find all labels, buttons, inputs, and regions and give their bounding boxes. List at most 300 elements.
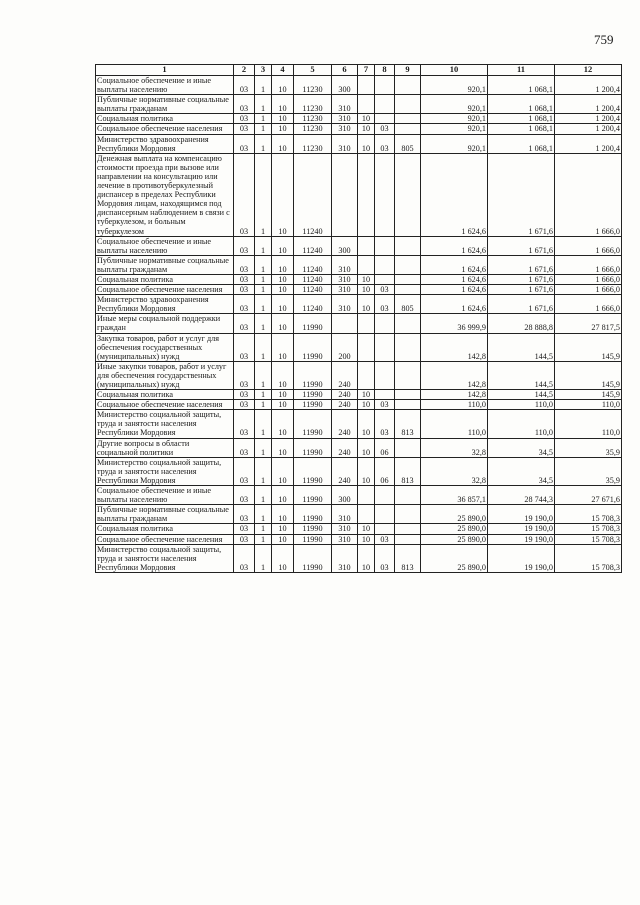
amount-year-1: 36 857,1: [421, 486, 488, 505]
row-name: Министерство здравоохранения Республики Мордовия: [96, 295, 234, 314]
code-subprogram: 10: [272, 314, 294, 333]
column-header: 9: [395, 65, 421, 76]
column-header: 1: [96, 65, 234, 76]
row-name: Закупка товаров, работ и услуг для обеспечения государственных (муниципальных) нужд: [96, 333, 234, 361]
code-subsection: [375, 486, 395, 505]
row-name: Социальная политика: [96, 390, 234, 400]
code-department: [395, 333, 421, 361]
code-program: 1: [255, 124, 272, 134]
code-target: 11990: [294, 410, 332, 438]
code-ministry: 03: [234, 410, 255, 438]
amount-year-1: 1 624,6: [421, 295, 488, 314]
amount-year-2: 1 671,6: [488, 285, 555, 295]
code-section: 10: [358, 544, 375, 572]
column-header: 6: [332, 65, 358, 76]
code-expense-type: 240: [332, 390, 358, 400]
amount-year-1: 110,0: [421, 400, 488, 410]
code-subprogram: 10: [272, 505, 294, 524]
code-department: [395, 314, 421, 333]
row-name: Социальное обеспечение и иные выплаты населению: [96, 76, 234, 95]
amount-year-3: 35,9: [555, 457, 622, 485]
code-program: 1: [255, 274, 272, 284]
code-subprogram: 10: [272, 333, 294, 361]
code-target: 11230: [294, 114, 332, 124]
amount-year-1: 1 624,6: [421, 274, 488, 284]
code-section: [358, 314, 375, 333]
amount-year-2: 1 068,1: [488, 76, 555, 95]
code-program: 1: [255, 76, 272, 95]
code-expense-type: 310: [332, 524, 358, 534]
code-subsection: 03: [375, 534, 395, 544]
code-expense-type: 240: [332, 410, 358, 438]
code-expense-type: 300: [332, 76, 358, 95]
code-ministry: 03: [234, 333, 255, 361]
code-section: 10: [358, 438, 375, 457]
code-section: 10: [358, 285, 375, 295]
code-subprogram: 10: [272, 400, 294, 410]
amount-year-3: 145,9: [555, 390, 622, 400]
code-subprogram: 10: [272, 524, 294, 534]
table-row: [96, 524, 622, 534]
amount-year-3: 1 666,0: [555, 274, 622, 284]
amount-year-2: 110,0: [488, 400, 555, 410]
amount-year-2: 34,5: [488, 438, 555, 457]
code-subsection: [375, 236, 395, 255]
amount-year-3: 1 200,4: [555, 134, 622, 153]
code-expense-type: 240: [332, 361, 358, 389]
code-program: 1: [255, 410, 272, 438]
code-program: 1: [255, 295, 272, 314]
code-ministry: 03: [234, 400, 255, 410]
amount-year-1: 142,8: [421, 333, 488, 361]
row-name: Социальное обеспечение населения: [96, 285, 234, 295]
code-program: 1: [255, 314, 272, 333]
amount-year-3: 27 817,5: [555, 314, 622, 333]
row-name: Денежная выплата на компенсацию стоимости проезда при вызове или направлении на консультацию или лечение в противотуберкулезный диспансер в пределах Республики Мордовия лицам, находящимся под диспансерным наблюдением в связи с туберкулезом, и больным туберкулезом: [96, 153, 234, 236]
code-section: 10: [358, 274, 375, 284]
code-section: [358, 486, 375, 505]
code-target: 11230: [294, 134, 332, 153]
table-row: [96, 274, 622, 284]
amount-year-2: 1 671,6: [488, 295, 555, 314]
amount-year-2: 1 068,1: [488, 134, 555, 153]
code-section: 10: [358, 134, 375, 153]
code-program: 1: [255, 333, 272, 361]
code-subprogram: 10: [272, 390, 294, 400]
code-expense-type: 240: [332, 438, 358, 457]
code-program: 1: [255, 400, 272, 410]
amount-year-2: 1 671,6: [488, 255, 555, 274]
amount-year-1: 36 999,9: [421, 314, 488, 333]
code-department: 805: [395, 295, 421, 314]
code-expense-type: 240: [332, 400, 358, 410]
code-target: 11240: [294, 153, 332, 236]
code-subprogram: 10: [272, 285, 294, 295]
code-department: [395, 285, 421, 295]
table-row: [96, 486, 622, 505]
code-section: 10: [358, 400, 375, 410]
code-target: 11240: [294, 285, 332, 295]
code-subsection: 06: [375, 438, 395, 457]
code-target: 11240: [294, 255, 332, 274]
code-expense-type: 200: [332, 333, 358, 361]
code-target: 11990: [294, 457, 332, 485]
table-row: [96, 410, 622, 438]
table-row: [96, 314, 622, 333]
code-department: [395, 274, 421, 284]
amount-year-1: 32,8: [421, 457, 488, 485]
amount-year-2: 19 190,0: [488, 505, 555, 524]
code-ministry: 03: [234, 134, 255, 153]
code-section: [358, 76, 375, 95]
code-expense-type: 310: [332, 134, 358, 153]
code-ministry: 03: [234, 438, 255, 457]
amount-year-3: 1 666,0: [555, 295, 622, 314]
code-subsection: [375, 314, 395, 333]
code-section: [358, 95, 375, 114]
code-program: 1: [255, 153, 272, 236]
code-target: 11990: [294, 438, 332, 457]
code-subprogram: 10: [272, 124, 294, 134]
amount-year-3: 110,0: [555, 410, 622, 438]
code-expense-type: 310: [332, 544, 358, 572]
code-department: [395, 400, 421, 410]
row-name: Публичные нормативные социальные выплаты гражданам: [96, 505, 234, 524]
table-row: [96, 457, 622, 485]
column-header: 2: [234, 65, 255, 76]
code-subprogram: 10: [272, 457, 294, 485]
code-subsection: [375, 95, 395, 114]
amount-year-3: 1 666,0: [555, 153, 622, 236]
code-target: 11240: [294, 236, 332, 255]
amount-year-2: 19 190,0: [488, 524, 555, 534]
amount-year-1: 920,1: [421, 114, 488, 124]
code-section: 10: [358, 457, 375, 485]
code-expense-type: 310: [332, 534, 358, 544]
table-row: [96, 505, 622, 524]
row-name: Социальное обеспечение населения: [96, 534, 234, 544]
table-row: [96, 95, 622, 114]
table-row: [96, 438, 622, 457]
code-target: 11230: [294, 76, 332, 95]
code-program: 1: [255, 486, 272, 505]
table-row: [96, 255, 622, 274]
code-ministry: 03: [234, 95, 255, 114]
amount-year-2: 19 190,0: [488, 534, 555, 544]
code-expense-type: 310: [332, 505, 358, 524]
code-section: 10: [358, 124, 375, 134]
amount-year-3: 1 200,4: [555, 76, 622, 95]
table-row: [96, 114, 622, 124]
code-subprogram: 10: [272, 255, 294, 274]
code-subsection: [375, 76, 395, 95]
code-subsection: 03: [375, 400, 395, 410]
amount-year-3: 15 708,3: [555, 534, 622, 544]
table-row: [96, 153, 622, 236]
amount-year-1: 110,0: [421, 410, 488, 438]
code-department: [395, 114, 421, 124]
code-section: 10: [358, 534, 375, 544]
code-subsection: [375, 361, 395, 389]
code-subsection: 03: [375, 285, 395, 295]
code-expense-type: 310: [332, 274, 358, 284]
code-target: 11230: [294, 95, 332, 114]
table-row: [96, 544, 622, 572]
row-name: Министерство здравоохранения Республики Мордовия: [96, 134, 234, 153]
code-subsection: [375, 255, 395, 274]
code-subsection: 06: [375, 457, 395, 485]
code-target: 11990: [294, 524, 332, 534]
amount-year-1: 1 624,6: [421, 255, 488, 274]
code-subprogram: 10: [272, 438, 294, 457]
code-program: 1: [255, 95, 272, 114]
code-department: [395, 124, 421, 134]
code-program: 1: [255, 438, 272, 457]
code-program: 1: [255, 236, 272, 255]
code-section: [358, 333, 375, 361]
code-expense-type: 310: [332, 295, 358, 314]
row-name: Социальное обеспечение и иные выплаты населению: [96, 236, 234, 255]
row-name: Министерство социальной защиты, труда и занятости населения Республики Мордовия: [96, 457, 234, 485]
amount-year-2: 28 744,3: [488, 486, 555, 505]
code-subprogram: 10: [272, 486, 294, 505]
amount-year-1: 25 890,0: [421, 534, 488, 544]
amount-year-1: 32,8: [421, 438, 488, 457]
amount-year-2: 144,5: [488, 361, 555, 389]
amount-year-3: 1 666,0: [555, 236, 622, 255]
amount-year-1: 1 624,6: [421, 285, 488, 295]
code-expense-type: 310: [332, 95, 358, 114]
amount-year-2: 144,5: [488, 333, 555, 361]
table-row: [96, 333, 622, 361]
amount-year-1: 25 890,0: [421, 544, 488, 572]
row-name: Социальная политика: [96, 524, 234, 534]
code-ministry: 03: [234, 295, 255, 314]
code-section: 10: [358, 114, 375, 124]
code-subprogram: 10: [272, 134, 294, 153]
code-expense-type: 310: [332, 114, 358, 124]
row-name: Социальная политика: [96, 274, 234, 284]
code-program: 1: [255, 505, 272, 524]
code-subprogram: 10: [272, 274, 294, 284]
amount-year-1: 25 890,0: [421, 524, 488, 534]
code-section: [358, 361, 375, 389]
column-header: 4: [272, 65, 294, 76]
code-subprogram: 10: [272, 236, 294, 255]
code-ministry: 03: [234, 457, 255, 485]
table-body: [96, 76, 622, 573]
code-ministry: 03: [234, 524, 255, 534]
code-subsection: [375, 524, 395, 534]
code-expense-type: [332, 314, 358, 333]
code-expense-type: 300: [332, 236, 358, 255]
header-row: [96, 65, 622, 76]
code-subprogram: 10: [272, 153, 294, 236]
code-department: [395, 236, 421, 255]
amount-year-3: 1 200,4: [555, 95, 622, 114]
row-name: Социальное обеспечение населения: [96, 400, 234, 410]
code-program: 1: [255, 534, 272, 544]
budget-table: [95, 64, 622, 573]
code-subprogram: 10: [272, 95, 294, 114]
amount-year-3: 15 708,3: [555, 505, 622, 524]
table-row: [96, 295, 622, 314]
table-row: [96, 534, 622, 544]
code-subsection: 03: [375, 124, 395, 134]
amount-year-2: 34,5: [488, 457, 555, 485]
code-ministry: 03: [234, 124, 255, 134]
code-department: [395, 486, 421, 505]
code-ministry: 03: [234, 153, 255, 236]
code-subsection: [375, 390, 395, 400]
code-ministry: 03: [234, 114, 255, 124]
code-expense-type: 310: [332, 124, 358, 134]
code-subprogram: 10: [272, 544, 294, 572]
column-header: 11: [488, 65, 555, 76]
amount-year-1: 142,8: [421, 390, 488, 400]
code-ministry: 03: [234, 544, 255, 572]
code-ministry: 03: [234, 361, 255, 389]
amount-year-2: 1 671,6: [488, 274, 555, 284]
code-ministry: 03: [234, 274, 255, 284]
code-program: 1: [255, 544, 272, 572]
code-expense-type: 240: [332, 457, 358, 485]
amount-year-3: 1 200,4: [555, 124, 622, 134]
code-target: 11990: [294, 486, 332, 505]
amount-year-2: 19 190,0: [488, 544, 555, 572]
code-ministry: 03: [234, 486, 255, 505]
code-subprogram: 10: [272, 295, 294, 314]
amount-year-2: 1 068,1: [488, 124, 555, 134]
code-subsection: [375, 114, 395, 124]
code-program: 1: [255, 285, 272, 295]
code-subsection: 03: [375, 544, 395, 572]
code-subsection: [375, 505, 395, 524]
row-name: Социальная политика: [96, 114, 234, 124]
column-header: 5: [294, 65, 332, 76]
amount-year-2: 110,0: [488, 410, 555, 438]
code-department: 813: [395, 457, 421, 485]
code-subsection: 03: [375, 134, 395, 153]
code-ministry: 03: [234, 255, 255, 274]
code-target: 11990: [294, 400, 332, 410]
code-department: [395, 505, 421, 524]
column-header: 8: [375, 65, 395, 76]
code-expense-type: 310: [332, 255, 358, 274]
code-expense-type: [332, 153, 358, 236]
amount-year-1: 920,1: [421, 124, 488, 134]
code-section: 10: [358, 295, 375, 314]
amount-year-2: 1 068,1: [488, 95, 555, 114]
code-subprogram: 10: [272, 76, 294, 95]
code-target: 11230: [294, 124, 332, 134]
code-department: [395, 390, 421, 400]
column-header: 12: [555, 65, 622, 76]
amount-year-1: 920,1: [421, 95, 488, 114]
code-target: 11990: [294, 390, 332, 400]
code-department: [395, 255, 421, 274]
code-department: 813: [395, 410, 421, 438]
amount-year-3: 35,9: [555, 438, 622, 457]
amount-year-3: 145,9: [555, 361, 622, 389]
column-header: 7: [358, 65, 375, 76]
code-section: [358, 236, 375, 255]
code-department: [395, 534, 421, 544]
code-subsection: [375, 274, 395, 284]
amount-year-1: 142,8: [421, 361, 488, 389]
table-row: [96, 361, 622, 389]
code-ministry: 03: [234, 236, 255, 255]
page-number: 759: [594, 32, 614, 47]
table-row: [96, 134, 622, 153]
code-target: 11990: [294, 544, 332, 572]
amount-year-3: 145,9: [555, 333, 622, 361]
amount-year-3: 110,0: [555, 400, 622, 410]
code-subsection: 03: [375, 410, 395, 438]
code-target: 11240: [294, 295, 332, 314]
amount-year-3: 15 708,3: [555, 524, 622, 534]
code-target: 11990: [294, 333, 332, 361]
amount-year-2: 1 671,6: [488, 236, 555, 255]
row-name: Министерство социальной защиты, труда и занятости населения Республики Мордовия: [96, 410, 234, 438]
row-name: Публичные нормативные социальные выплаты гражданам: [96, 255, 234, 274]
amount-year-3: 1 200,4: [555, 114, 622, 124]
code-ministry: 03: [234, 390, 255, 400]
code-section: 10: [358, 524, 375, 534]
row-name: Иные закупки товаров, работ и услуг для обеспечения государственных (муниципальных) нужд: [96, 361, 234, 389]
row-name: Социальное обеспечение и иные выплаты населению: [96, 486, 234, 505]
code-subsection: [375, 333, 395, 361]
code-target: 11990: [294, 361, 332, 389]
row-name: Другие вопросы в области социальной политики: [96, 438, 234, 457]
amount-year-1: 920,1: [421, 134, 488, 153]
code-ministry: 03: [234, 534, 255, 544]
column-header: 10: [421, 65, 488, 76]
code-program: 1: [255, 390, 272, 400]
code-expense-type: 310: [332, 285, 358, 295]
table-row: [96, 236, 622, 255]
row-name: Министерство социальной защиты, труда и занятости населения Республики Мордовия: [96, 544, 234, 572]
amount-year-1: 25 890,0: [421, 505, 488, 524]
row-name: Публичные нормативные социальные выплаты гражданам: [96, 95, 234, 114]
code-program: 1: [255, 524, 272, 534]
table-row: [96, 390, 622, 400]
amount-year-3: 1 666,0: [555, 255, 622, 274]
code-subsection: 03: [375, 295, 395, 314]
code-section: 10: [358, 410, 375, 438]
amount-year-2: 1 671,6: [488, 153, 555, 236]
code-subprogram: 10: [272, 114, 294, 124]
code-department: [395, 76, 421, 95]
code-program: 1: [255, 457, 272, 485]
table-row: [96, 400, 622, 410]
amount-year-3: 27 671,6: [555, 486, 622, 505]
code-department: [395, 438, 421, 457]
code-target: 11240: [294, 274, 332, 284]
row-name: Иные меры социальной поддержки граждан: [96, 314, 234, 333]
code-program: 1: [255, 361, 272, 389]
amount-year-1: 1 624,6: [421, 236, 488, 255]
amount-year-3: 1 666,0: [555, 285, 622, 295]
code-target: 11990: [294, 314, 332, 333]
amount-year-1: 920,1: [421, 76, 488, 95]
code-program: 1: [255, 134, 272, 153]
code-program: 1: [255, 114, 272, 124]
code-subprogram: 10: [272, 361, 294, 389]
code-target: 11990: [294, 534, 332, 544]
code-ministry: 03: [234, 314, 255, 333]
code-program: 1: [255, 255, 272, 274]
